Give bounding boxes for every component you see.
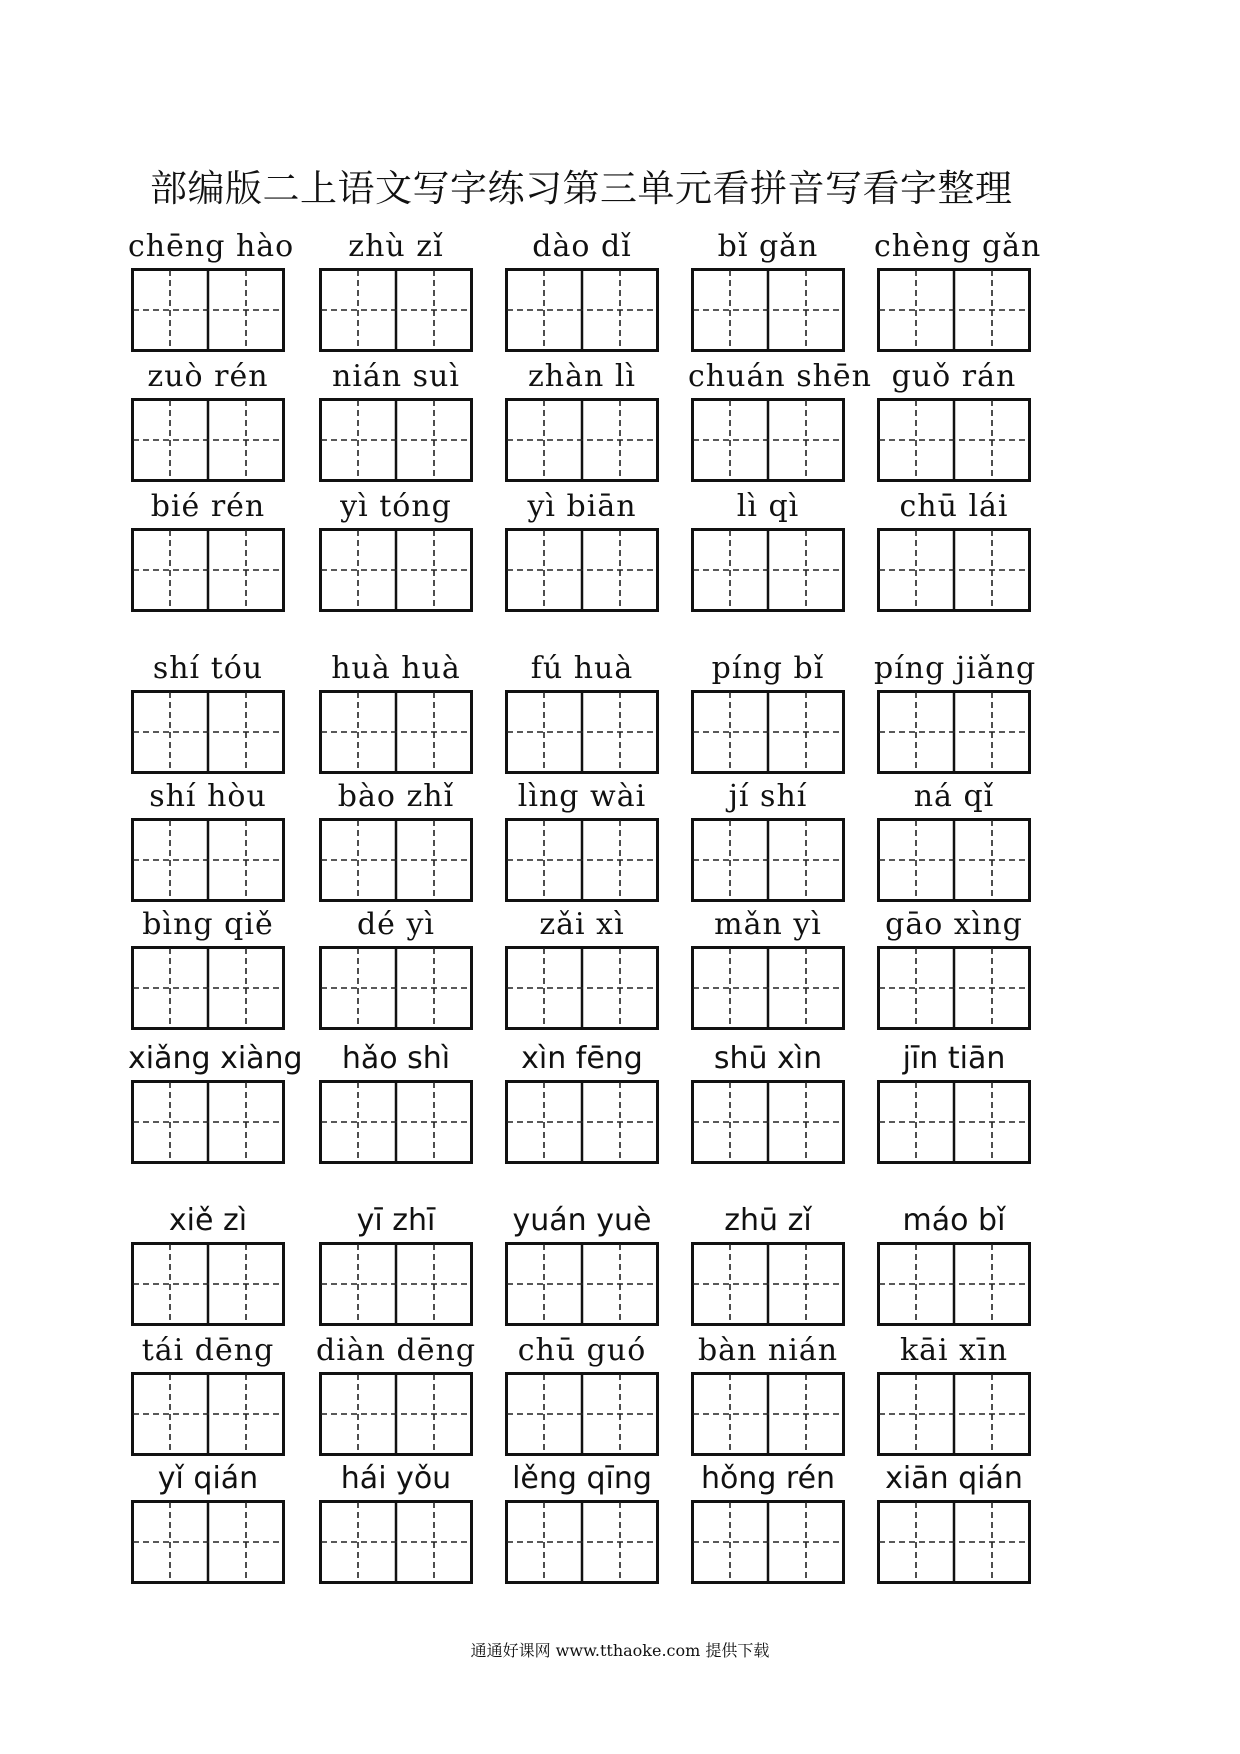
pinyin-label: chèng gǎn xyxy=(874,229,1042,264)
pinyin-cell xyxy=(874,1460,1034,1584)
pinyin-label: shí tóu xyxy=(152,651,264,686)
pinyin-cell xyxy=(128,488,288,612)
pinyin-label: lěng qīng xyxy=(512,1461,652,1496)
pinyin-cell xyxy=(874,228,1042,352)
writing-box xyxy=(691,946,845,1030)
writing-box xyxy=(691,268,845,352)
pinyin-label: bié rén xyxy=(150,489,266,524)
writing-box xyxy=(131,398,285,482)
pinyin-cell xyxy=(128,1202,288,1326)
pinyin-label: xiǎng xiàng xyxy=(128,1041,303,1076)
writing-box xyxy=(505,398,659,482)
pinyin-cell xyxy=(688,778,848,902)
pinyin-label: hǎo shì xyxy=(341,1041,451,1076)
pinyin-cell xyxy=(316,650,476,774)
writing-box xyxy=(505,1242,659,1326)
pinyin-label: bìng qiě xyxy=(142,907,274,942)
pinyin-cell xyxy=(316,488,476,612)
writing-box xyxy=(319,268,473,352)
writing-box xyxy=(505,818,659,902)
pinyin-label: dào dǐ xyxy=(532,229,632,264)
writing-box xyxy=(319,1372,473,1456)
writing-box xyxy=(319,818,473,902)
pinyin-cell xyxy=(874,906,1034,1030)
pinyin-label: xiě zì xyxy=(168,1203,248,1238)
writing-box xyxy=(131,1080,285,1164)
pinyin-cell xyxy=(874,650,1037,774)
pinyin-cell xyxy=(502,1040,662,1164)
pinyin-label: xiān qián xyxy=(885,1461,1023,1496)
pinyin-label: nián suì xyxy=(332,359,460,394)
pinyin-cell xyxy=(502,228,662,352)
writing-box xyxy=(131,818,285,902)
writing-box xyxy=(131,1500,285,1584)
writing-box xyxy=(691,818,845,902)
pinyin-cell xyxy=(688,906,848,1030)
pinyin-cell xyxy=(688,228,848,352)
pinyin-cell xyxy=(502,778,662,902)
pinyin-cell xyxy=(316,228,476,352)
pinyin-cell xyxy=(874,488,1034,612)
pinyin-label: zhù zǐ xyxy=(348,229,444,264)
writing-box xyxy=(691,528,845,612)
writing-box xyxy=(691,1500,845,1584)
writing-box xyxy=(505,1500,659,1584)
pinyin-label: jí shí xyxy=(728,779,808,814)
pinyin-cell xyxy=(128,1460,288,1584)
pinyin-label: chuán shēn xyxy=(688,359,872,394)
pinyin-cell xyxy=(688,1332,848,1456)
writing-box xyxy=(877,1500,1031,1584)
pinyin-cell xyxy=(874,1332,1034,1456)
writing-box xyxy=(691,398,845,482)
writing-box xyxy=(691,1242,845,1326)
pinyin-label: huà huà xyxy=(331,651,461,686)
page-title: 部编版二上语文写字练习第三单元看拼音写看字整理 xyxy=(150,167,1013,210)
writing-box xyxy=(877,1372,1031,1456)
pinyin-cell xyxy=(688,358,872,482)
pinyin-label: bǐ gǎn xyxy=(717,229,819,264)
pinyin-cell xyxy=(502,906,662,1030)
pinyin-label: jīn tiān xyxy=(902,1041,1006,1076)
writing-box xyxy=(877,528,1031,612)
pinyin-cell xyxy=(502,1460,662,1584)
pinyin-cell xyxy=(128,778,288,902)
writing-box xyxy=(877,398,1031,482)
pinyin-label: bào zhǐ xyxy=(337,779,455,814)
pinyin-label: yī zhī xyxy=(356,1203,436,1238)
writing-box xyxy=(131,1372,285,1456)
pinyin-label: mǎn yì xyxy=(714,907,822,942)
writing-box xyxy=(319,1080,473,1164)
pinyin-label: shū xìn xyxy=(713,1041,823,1076)
writing-box xyxy=(505,946,659,1030)
pinyin-label: chū guó xyxy=(517,1333,647,1368)
pinyin-cell xyxy=(128,228,295,352)
writing-box xyxy=(877,818,1031,902)
pinyin-label: zuò rén xyxy=(147,359,269,394)
pinyin-label: fú huà xyxy=(530,651,634,686)
pinyin-cell xyxy=(128,1040,303,1164)
pinyin-label: zhàn lì xyxy=(527,359,637,394)
writing-box xyxy=(319,690,473,774)
pinyin-cell xyxy=(502,488,662,612)
writing-box xyxy=(319,1242,473,1326)
pinyin-label: shí hòu xyxy=(149,779,267,814)
writing-box xyxy=(877,268,1031,352)
pinyin-label: yì biān xyxy=(527,489,637,524)
writing-box xyxy=(131,528,285,612)
pinyin-cell xyxy=(874,1202,1034,1326)
writing-box xyxy=(505,1080,659,1164)
pinyin-label: píng bǐ xyxy=(711,651,825,686)
pinyin-label: lì qì xyxy=(736,489,800,524)
pinyin-cell xyxy=(502,1332,662,1456)
writing-box xyxy=(877,946,1031,1030)
pinyin-label: gāo xìng xyxy=(885,907,1023,942)
pinyin-label: xìn fēng xyxy=(521,1041,643,1076)
writing-box xyxy=(691,1080,845,1164)
writing-box xyxy=(319,946,473,1030)
pinyin-cell xyxy=(688,1460,848,1584)
pinyin-label: máo bǐ xyxy=(902,1203,1006,1238)
writing-box xyxy=(319,398,473,482)
pinyin-label: yuán yuè xyxy=(512,1203,652,1238)
pinyin-label: chēng hào xyxy=(128,229,295,264)
writing-box xyxy=(691,690,845,774)
pinyin-label: yì tóng xyxy=(340,489,452,524)
pinyin-label: píng jiǎng xyxy=(874,651,1037,686)
pinyin-cell xyxy=(502,650,662,774)
writing-box xyxy=(877,1080,1031,1164)
pinyin-label: tái dēng xyxy=(141,1333,275,1368)
pinyin-cell xyxy=(502,1202,662,1326)
writing-box xyxy=(131,946,285,1030)
pinyin-cell xyxy=(688,650,848,774)
writing-box xyxy=(505,1372,659,1456)
pinyin-cell xyxy=(316,358,476,482)
pinyin-cell xyxy=(874,778,1034,902)
pinyin-label: chū lái xyxy=(899,489,1009,524)
pinyin-cell xyxy=(128,906,288,1030)
writing-box xyxy=(505,268,659,352)
writing-box xyxy=(131,1242,285,1326)
pinyin-label: hái yǒu xyxy=(340,1461,452,1496)
pinyin-cell xyxy=(316,1332,476,1456)
pinyin-label: yǐ qián xyxy=(157,1461,259,1496)
pinyin-label: hǒng rén xyxy=(700,1461,836,1496)
pinyin-cell xyxy=(316,778,476,902)
pinyin-cell xyxy=(874,358,1034,482)
writing-box xyxy=(691,1372,845,1456)
writing-box xyxy=(131,690,285,774)
writing-box xyxy=(877,1242,1031,1326)
pinyin-cell xyxy=(688,1202,848,1326)
pinyin-cell xyxy=(128,1332,288,1456)
writing-box xyxy=(877,690,1031,774)
writing-box xyxy=(131,268,285,352)
pinyin-cell xyxy=(316,1040,476,1164)
writing-box xyxy=(319,528,473,612)
pinyin-label: zǎi xì xyxy=(539,907,625,942)
pinyin-label: bàn nián xyxy=(697,1333,839,1368)
pinyin-cell xyxy=(502,358,662,482)
pinyin-label: dé yì xyxy=(356,907,436,942)
pinyin-label: kāi xīn xyxy=(899,1333,1009,1368)
pinyin-cell xyxy=(874,1040,1034,1164)
pinyin-cell xyxy=(316,1202,476,1326)
pinyin-cell xyxy=(128,358,288,482)
pinyin-cell xyxy=(316,906,476,1030)
pinyin-cell xyxy=(316,1460,476,1584)
pinyin-label: diàn dēng xyxy=(316,1333,477,1368)
pinyin-cell xyxy=(128,650,288,774)
writing-box xyxy=(505,690,659,774)
pinyin-cell xyxy=(688,1040,848,1164)
footer-text: 通通好课网 www.tthaoke.com 提供下载 xyxy=(470,1641,770,1660)
pinyin-label: ná qǐ xyxy=(913,779,995,814)
pinyin-label: lìng wài xyxy=(517,779,647,814)
pinyin-label: guǒ rán xyxy=(891,359,1017,394)
pinyin-label: zhū zǐ xyxy=(724,1203,812,1238)
writing-box xyxy=(319,1500,473,1584)
pinyin-cell xyxy=(688,488,848,612)
writing-box xyxy=(505,528,659,612)
